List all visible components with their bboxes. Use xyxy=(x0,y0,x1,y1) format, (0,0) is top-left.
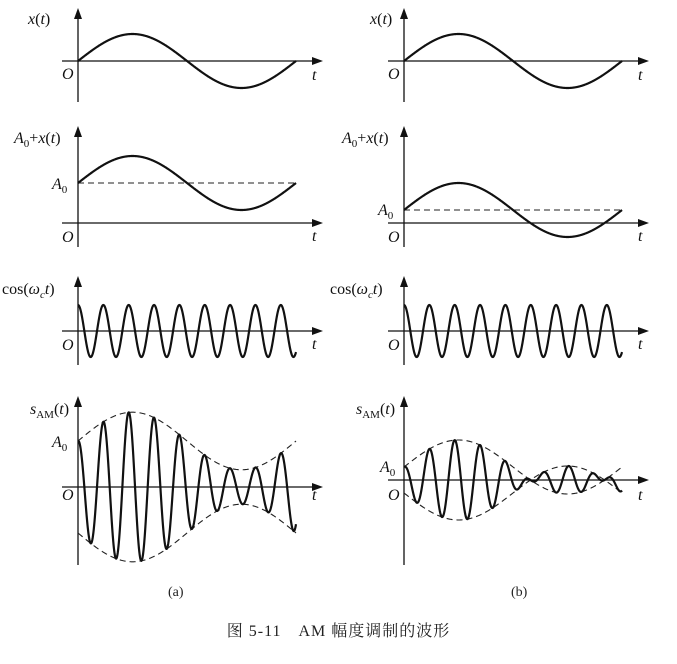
t-label: t xyxy=(638,336,643,353)
origin-label: O xyxy=(62,229,74,246)
plot-b-offset-message xyxy=(341,126,649,247)
a0-label: $A_0$ xyxy=(380,459,396,479)
y-axis-arrow xyxy=(74,276,82,287)
t-axis-arrow xyxy=(638,327,649,335)
t-label: t xyxy=(638,67,643,84)
t-label: t xyxy=(312,487,317,504)
a0-label: $A_0$ xyxy=(52,434,68,454)
t-label: t xyxy=(312,67,317,84)
origin-label: O xyxy=(388,229,400,246)
carrier-label: $\cos(\omega_ct)$ xyxy=(330,281,383,301)
t-axis-arrow xyxy=(638,57,649,65)
x-t-label: x(t) xyxy=(370,11,393,28)
t-label: t xyxy=(638,487,643,504)
plot-b-am xyxy=(356,396,649,565)
plot-a-carrier xyxy=(2,276,323,365)
plot-b-message xyxy=(369,8,649,102)
y-axis-arrow xyxy=(400,8,408,19)
plot-b-carrier xyxy=(330,276,649,365)
t-label: t xyxy=(638,228,643,245)
y-axis-arrow xyxy=(74,396,82,407)
origin-label: O xyxy=(388,337,400,354)
y-axis-arrow xyxy=(74,126,82,137)
a0-plus-x-label: $A_0+x(t)$ xyxy=(342,130,389,150)
y-axis-arrow xyxy=(400,126,408,137)
x-t-label: x(t) xyxy=(28,11,51,28)
y-axis-arrow xyxy=(400,396,408,407)
origin-label: O xyxy=(62,487,74,504)
t-label: t xyxy=(312,336,317,353)
sam-label: $s_{AM}(t)$ xyxy=(356,401,396,421)
carrier-label: $\cos(\omega_ct)$ xyxy=(2,281,55,301)
t-axis-arrow xyxy=(312,327,323,335)
upper-envelope xyxy=(78,412,296,470)
a0-label: $A_0$ xyxy=(52,176,68,196)
a0-plus-x-label: $A_0+x(t)$ xyxy=(14,130,61,150)
plot-a-offset-message xyxy=(13,126,323,247)
sam-label: $s_{AM}(t)$ xyxy=(30,401,70,421)
origin-label: O xyxy=(388,66,400,83)
t-axis-arrow xyxy=(312,219,323,227)
subfigure-a-label: (a) xyxy=(168,585,184,600)
figure-caption: 图 5-11 AM 幅度调制的波形 xyxy=(226,623,451,640)
plot-a-am xyxy=(30,396,323,565)
plot-a-message xyxy=(27,8,323,102)
origin-label: O xyxy=(62,66,74,83)
t-axis-arrow xyxy=(312,57,323,65)
t-axis-arrow xyxy=(638,476,649,484)
a0-label: $A_0$ xyxy=(378,202,394,222)
t-label: t xyxy=(312,228,317,245)
y-axis-arrow xyxy=(74,8,82,19)
origin-label: O xyxy=(62,337,74,354)
origin-label: O xyxy=(388,487,400,504)
subfigure-b-label: (b) xyxy=(511,585,528,600)
t-axis-arrow xyxy=(638,219,649,227)
y-axis-arrow xyxy=(400,276,408,287)
